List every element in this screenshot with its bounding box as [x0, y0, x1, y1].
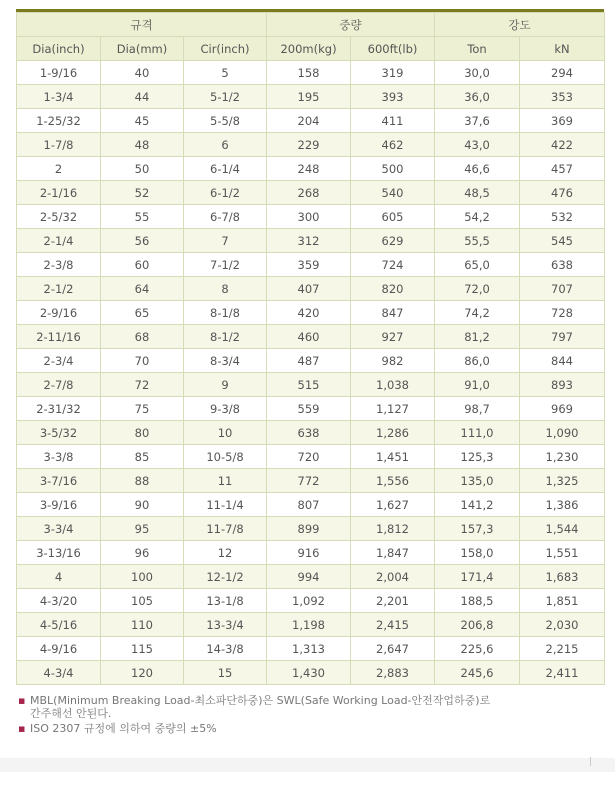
table-cell: 7-1/2	[184, 253, 267, 277]
table-cell: 2,647	[351, 637, 435, 661]
table-row	[17, 661, 605, 685]
table-cell: 2-1/4	[17, 229, 101, 253]
footer-divider	[590, 757, 591, 766]
table-cell: 319	[351, 61, 435, 85]
column-header-dia-inch: Dia(inch)	[17, 37, 101, 61]
table-cell: 48,5	[435, 181, 520, 205]
table-cell: 2,215	[520, 637, 605, 661]
table-cell: 248	[267, 157, 351, 181]
table-cell: 1,812	[351, 517, 435, 541]
table-row	[17, 229, 605, 253]
table-cell: 2-3/8	[17, 253, 101, 277]
table-cell: 927	[351, 325, 435, 349]
table-cell: 2,201	[351, 589, 435, 613]
table-cell: 393	[351, 85, 435, 109]
note-mbl	[18, 694, 490, 720]
table-cell: 638	[267, 421, 351, 445]
table-cell: 605	[351, 205, 435, 229]
table-cell: 847	[351, 301, 435, 325]
table-cell: 157,3	[435, 517, 520, 541]
table-cell: 797	[520, 325, 605, 349]
table-cell: 81,2	[435, 325, 520, 349]
table-cell: 4-9/16	[17, 637, 101, 661]
table-cell: 728	[520, 301, 605, 325]
table-cell: 772	[267, 469, 351, 493]
table-cell: 407	[267, 277, 351, 301]
note-mbl-line1: MBL(Minimum Breaking Load-최소파단하중)은 SWL(Safe Working Load-안전작업하중)로	[30, 694, 491, 707]
table-cell: 50	[101, 157, 184, 181]
table-cell: 8-1/2	[184, 325, 267, 349]
table-cell: 487	[267, 349, 351, 373]
group-header-row	[17, 13, 605, 37]
table-row	[17, 517, 605, 541]
table-cell: 5-1/2	[184, 85, 267, 109]
table-cell: 70	[101, 349, 184, 373]
bullet-icon: ▪	[18, 722, 26, 735]
table-cell: 86,0	[435, 349, 520, 373]
table-cell: 6-7/8	[184, 205, 267, 229]
table-cell: 37,6	[435, 109, 520, 133]
table-cell: 1,627	[351, 493, 435, 517]
table-cell: 141,2	[435, 493, 520, 517]
column-header-kn: kN	[520, 37, 605, 61]
table-row	[17, 397, 605, 421]
column-header-ton: Ton	[435, 37, 520, 61]
table-row	[17, 61, 605, 85]
table-cell: 204	[267, 109, 351, 133]
table-cell: 4-3/20	[17, 589, 101, 613]
table-cell: 195	[267, 85, 351, 109]
table-cell: 982	[351, 349, 435, 373]
table-cell: 1-3/4	[17, 85, 101, 109]
table-cell: 3-3/8	[17, 445, 101, 469]
table-cell: 411	[351, 109, 435, 133]
table-cell: 225,6	[435, 637, 520, 661]
table-cell: 2	[17, 157, 101, 181]
table-row	[17, 85, 605, 109]
table-cell: 74,2	[435, 301, 520, 325]
table-cell: 10	[184, 421, 267, 445]
table-cell: 13-3/4	[184, 613, 267, 637]
table-cell: 65,0	[435, 253, 520, 277]
table-cell: 6	[184, 133, 267, 157]
table-cell: 30,0	[435, 61, 520, 85]
table-cell: 11-7/8	[184, 517, 267, 541]
table-row	[17, 253, 605, 277]
table-row	[17, 157, 605, 181]
table-cell: 460	[267, 325, 351, 349]
table-cell: 2-7/8	[17, 373, 101, 397]
table-cell: 88	[101, 469, 184, 493]
table-body	[17, 61, 605, 685]
table-cell: 969	[520, 397, 605, 421]
spec-table	[16, 12, 605, 685]
table-cell: 1-9/16	[17, 61, 101, 85]
table-cell: 500	[351, 157, 435, 181]
table-cell: 2-31/32	[17, 397, 101, 421]
table-cell: 2-3/4	[17, 349, 101, 373]
table-cell: 3-3/4	[17, 517, 101, 541]
table-cell: 72,0	[435, 277, 520, 301]
table-cell: 916	[267, 541, 351, 565]
table-cell: 1-7/8	[17, 133, 101, 157]
bullet-icon: ▪	[18, 694, 26, 707]
table-cell: 2,411	[520, 661, 605, 685]
table-cell: 1-25/32	[17, 109, 101, 133]
table-cell: 2,415	[351, 613, 435, 637]
table-cell: 91,0	[435, 373, 520, 397]
table-row	[17, 133, 605, 157]
table-cell: 2,030	[520, 613, 605, 637]
table-cell: 462	[351, 133, 435, 157]
table-cell: 11	[184, 469, 267, 493]
table-cell: 36,0	[435, 85, 520, 109]
table-cell: 15	[184, 661, 267, 685]
note-iso	[18, 722, 490, 735]
table-cell: 638	[520, 253, 605, 277]
table-cell: 72	[101, 373, 184, 397]
table-cell: 629	[351, 229, 435, 253]
table-cell: 2,004	[351, 565, 435, 589]
table-cell: 268	[267, 181, 351, 205]
table-cell: 3-5/32	[17, 421, 101, 445]
table-cell: 476	[520, 181, 605, 205]
table-cell: 2-1/16	[17, 181, 101, 205]
table-cell: 312	[267, 229, 351, 253]
table-cell: 171,4	[435, 565, 520, 589]
table-cell: 1,127	[351, 397, 435, 421]
table-cell: 899	[267, 517, 351, 541]
table-cell: 1,198	[267, 613, 351, 637]
table-cell: 1,386	[520, 493, 605, 517]
table-cell: 44	[101, 85, 184, 109]
table-cell: 369	[520, 109, 605, 133]
column-header-600ft-lb: 600ft(lb)	[351, 37, 435, 61]
note-iso-text: ISO 2307 규정에 의하여 중량의 ±5%	[30, 722, 217, 735]
footer-band	[0, 758, 615, 772]
table-cell: 359	[267, 253, 351, 277]
table-row	[17, 613, 605, 637]
table-cell: 60	[101, 253, 184, 277]
table-cell: 559	[267, 397, 351, 421]
table-cell: 9	[184, 373, 267, 397]
table-cell: 111,0	[435, 421, 520, 445]
table-cell: 14-3/8	[184, 637, 267, 661]
table-cell: 515	[267, 373, 351, 397]
table-cell: 457	[520, 157, 605, 181]
table-cell: 1,556	[351, 469, 435, 493]
table-cell: 46,6	[435, 157, 520, 181]
table-cell: 5	[184, 61, 267, 85]
table-cell: 110	[101, 613, 184, 637]
table-cell: 68	[101, 325, 184, 349]
table-cell: 5-5/8	[184, 109, 267, 133]
table-row	[17, 277, 605, 301]
group-header-weight: 중량	[267, 13, 435, 37]
table-row	[17, 349, 605, 373]
table-cell: 1,092	[267, 589, 351, 613]
table-row	[17, 301, 605, 325]
table-cell: 54,2	[435, 205, 520, 229]
table-cell: 1,544	[520, 517, 605, 541]
table-cell: 8	[184, 277, 267, 301]
table-cell: 7	[184, 229, 267, 253]
table-cell: 64	[101, 277, 184, 301]
table-row	[17, 109, 605, 133]
table-cell: 55	[101, 205, 184, 229]
table-cell: 2-9/16	[17, 301, 101, 325]
table-cell: 98,7	[435, 397, 520, 421]
table-cell: 56	[101, 229, 184, 253]
table-row	[17, 421, 605, 445]
table-cell: 720	[267, 445, 351, 469]
table-cell: 90	[101, 493, 184, 517]
table-cell: 1,038	[351, 373, 435, 397]
table-cell: 65	[101, 301, 184, 325]
table-cell: 100	[101, 565, 184, 589]
table-cell: 48	[101, 133, 184, 157]
table-cell: 3-7/16	[17, 469, 101, 493]
table-cell: 229	[267, 133, 351, 157]
table-cell: 12	[184, 541, 267, 565]
table-cell: 1,230	[520, 445, 605, 469]
table-cell: 158	[267, 61, 351, 85]
table-cell: 1,090	[520, 421, 605, 445]
table-cell: 422	[520, 133, 605, 157]
table-cell: 1,683	[520, 565, 605, 589]
table-cell: 9-3/8	[184, 397, 267, 421]
table-cell: 96	[101, 541, 184, 565]
table-cell: 4-3/4	[17, 661, 101, 685]
table-row	[17, 637, 605, 661]
table-cell: 807	[267, 493, 351, 517]
table-cell: 3-13/16	[17, 541, 101, 565]
table-cell: 125,3	[435, 445, 520, 469]
group-header-spec: 규격	[17, 13, 267, 37]
column-header-200m-kg: 200m(kg)	[267, 37, 351, 61]
table-cell: 8-3/4	[184, 349, 267, 373]
table-cell: 3-9/16	[17, 493, 101, 517]
table-cell: 55,5	[435, 229, 520, 253]
table-cell: 2-11/16	[17, 325, 101, 349]
column-header-row	[17, 37, 605, 61]
table-cell: 206,8	[435, 613, 520, 637]
table-cell: 2,883	[351, 661, 435, 685]
table-cell: 158,0	[435, 541, 520, 565]
table-cell: 45	[101, 109, 184, 133]
table-cell: 188,5	[435, 589, 520, 613]
table-cell: 43,0	[435, 133, 520, 157]
table-cell: 1,313	[267, 637, 351, 661]
table-row	[17, 589, 605, 613]
table-row	[17, 373, 605, 397]
table-cell: 11-1/4	[184, 493, 267, 517]
table-cell: 6-1/4	[184, 157, 267, 181]
spec-table-container	[16, 9, 604, 685]
table-cell: 1,847	[351, 541, 435, 565]
table-cell: 105	[101, 589, 184, 613]
table-cell: 40	[101, 61, 184, 85]
table-cell: 75	[101, 397, 184, 421]
table-row	[17, 493, 605, 517]
notes	[18, 694, 490, 735]
column-header-cir-inch: Cir(inch)	[184, 37, 267, 61]
table-cell: 135,0	[435, 469, 520, 493]
table-row	[17, 541, 605, 565]
table-cell: 540	[351, 181, 435, 205]
table-cell: 300	[267, 205, 351, 229]
table-cell: 115	[101, 637, 184, 661]
table-cell: 10-5/8	[184, 445, 267, 469]
table-cell: 245,6	[435, 661, 520, 685]
table-cell: 120	[101, 661, 184, 685]
table-cell: 294	[520, 61, 605, 85]
table-cell: 1,430	[267, 661, 351, 685]
table-cell: 2-1/2	[17, 277, 101, 301]
table-cell: 52	[101, 181, 184, 205]
table-row	[17, 325, 605, 349]
table-cell: 420	[267, 301, 351, 325]
table-row	[17, 205, 605, 229]
table-cell: 545	[520, 229, 605, 253]
table-cell: 707	[520, 277, 605, 301]
table-row	[17, 181, 605, 205]
table-cell: 1,551	[520, 541, 605, 565]
note-mbl-line2: 간주해선 안된다.	[30, 707, 112, 720]
table-row	[17, 445, 605, 469]
table-row	[17, 565, 605, 589]
table-cell: 4	[17, 565, 101, 589]
table-cell: 893	[520, 373, 605, 397]
table-cell: 1,325	[520, 469, 605, 493]
table-cell: 994	[267, 565, 351, 589]
table-cell: 353	[520, 85, 605, 109]
table-cell: 1,451	[351, 445, 435, 469]
table-cell: 1,851	[520, 589, 605, 613]
table-cell: 85	[101, 445, 184, 469]
table-cell: 12-1/2	[184, 565, 267, 589]
column-header-dia-mm: Dia(mm)	[101, 37, 184, 61]
table-cell: 2-5/32	[17, 205, 101, 229]
group-header-strength: 강도	[435, 13, 605, 37]
table-cell: 8-1/8	[184, 301, 267, 325]
table-cell: 1,286	[351, 421, 435, 445]
table-row	[17, 469, 605, 493]
table-cell: 13-1/8	[184, 589, 267, 613]
table-cell: 532	[520, 205, 605, 229]
table-cell: 724	[351, 253, 435, 277]
table-cell: 80	[101, 421, 184, 445]
table-cell: 844	[520, 349, 605, 373]
table-cell: 4-5/16	[17, 613, 101, 637]
table-cell: 95	[101, 517, 184, 541]
table-cell: 6-1/2	[184, 181, 267, 205]
table-cell: 820	[351, 277, 435, 301]
